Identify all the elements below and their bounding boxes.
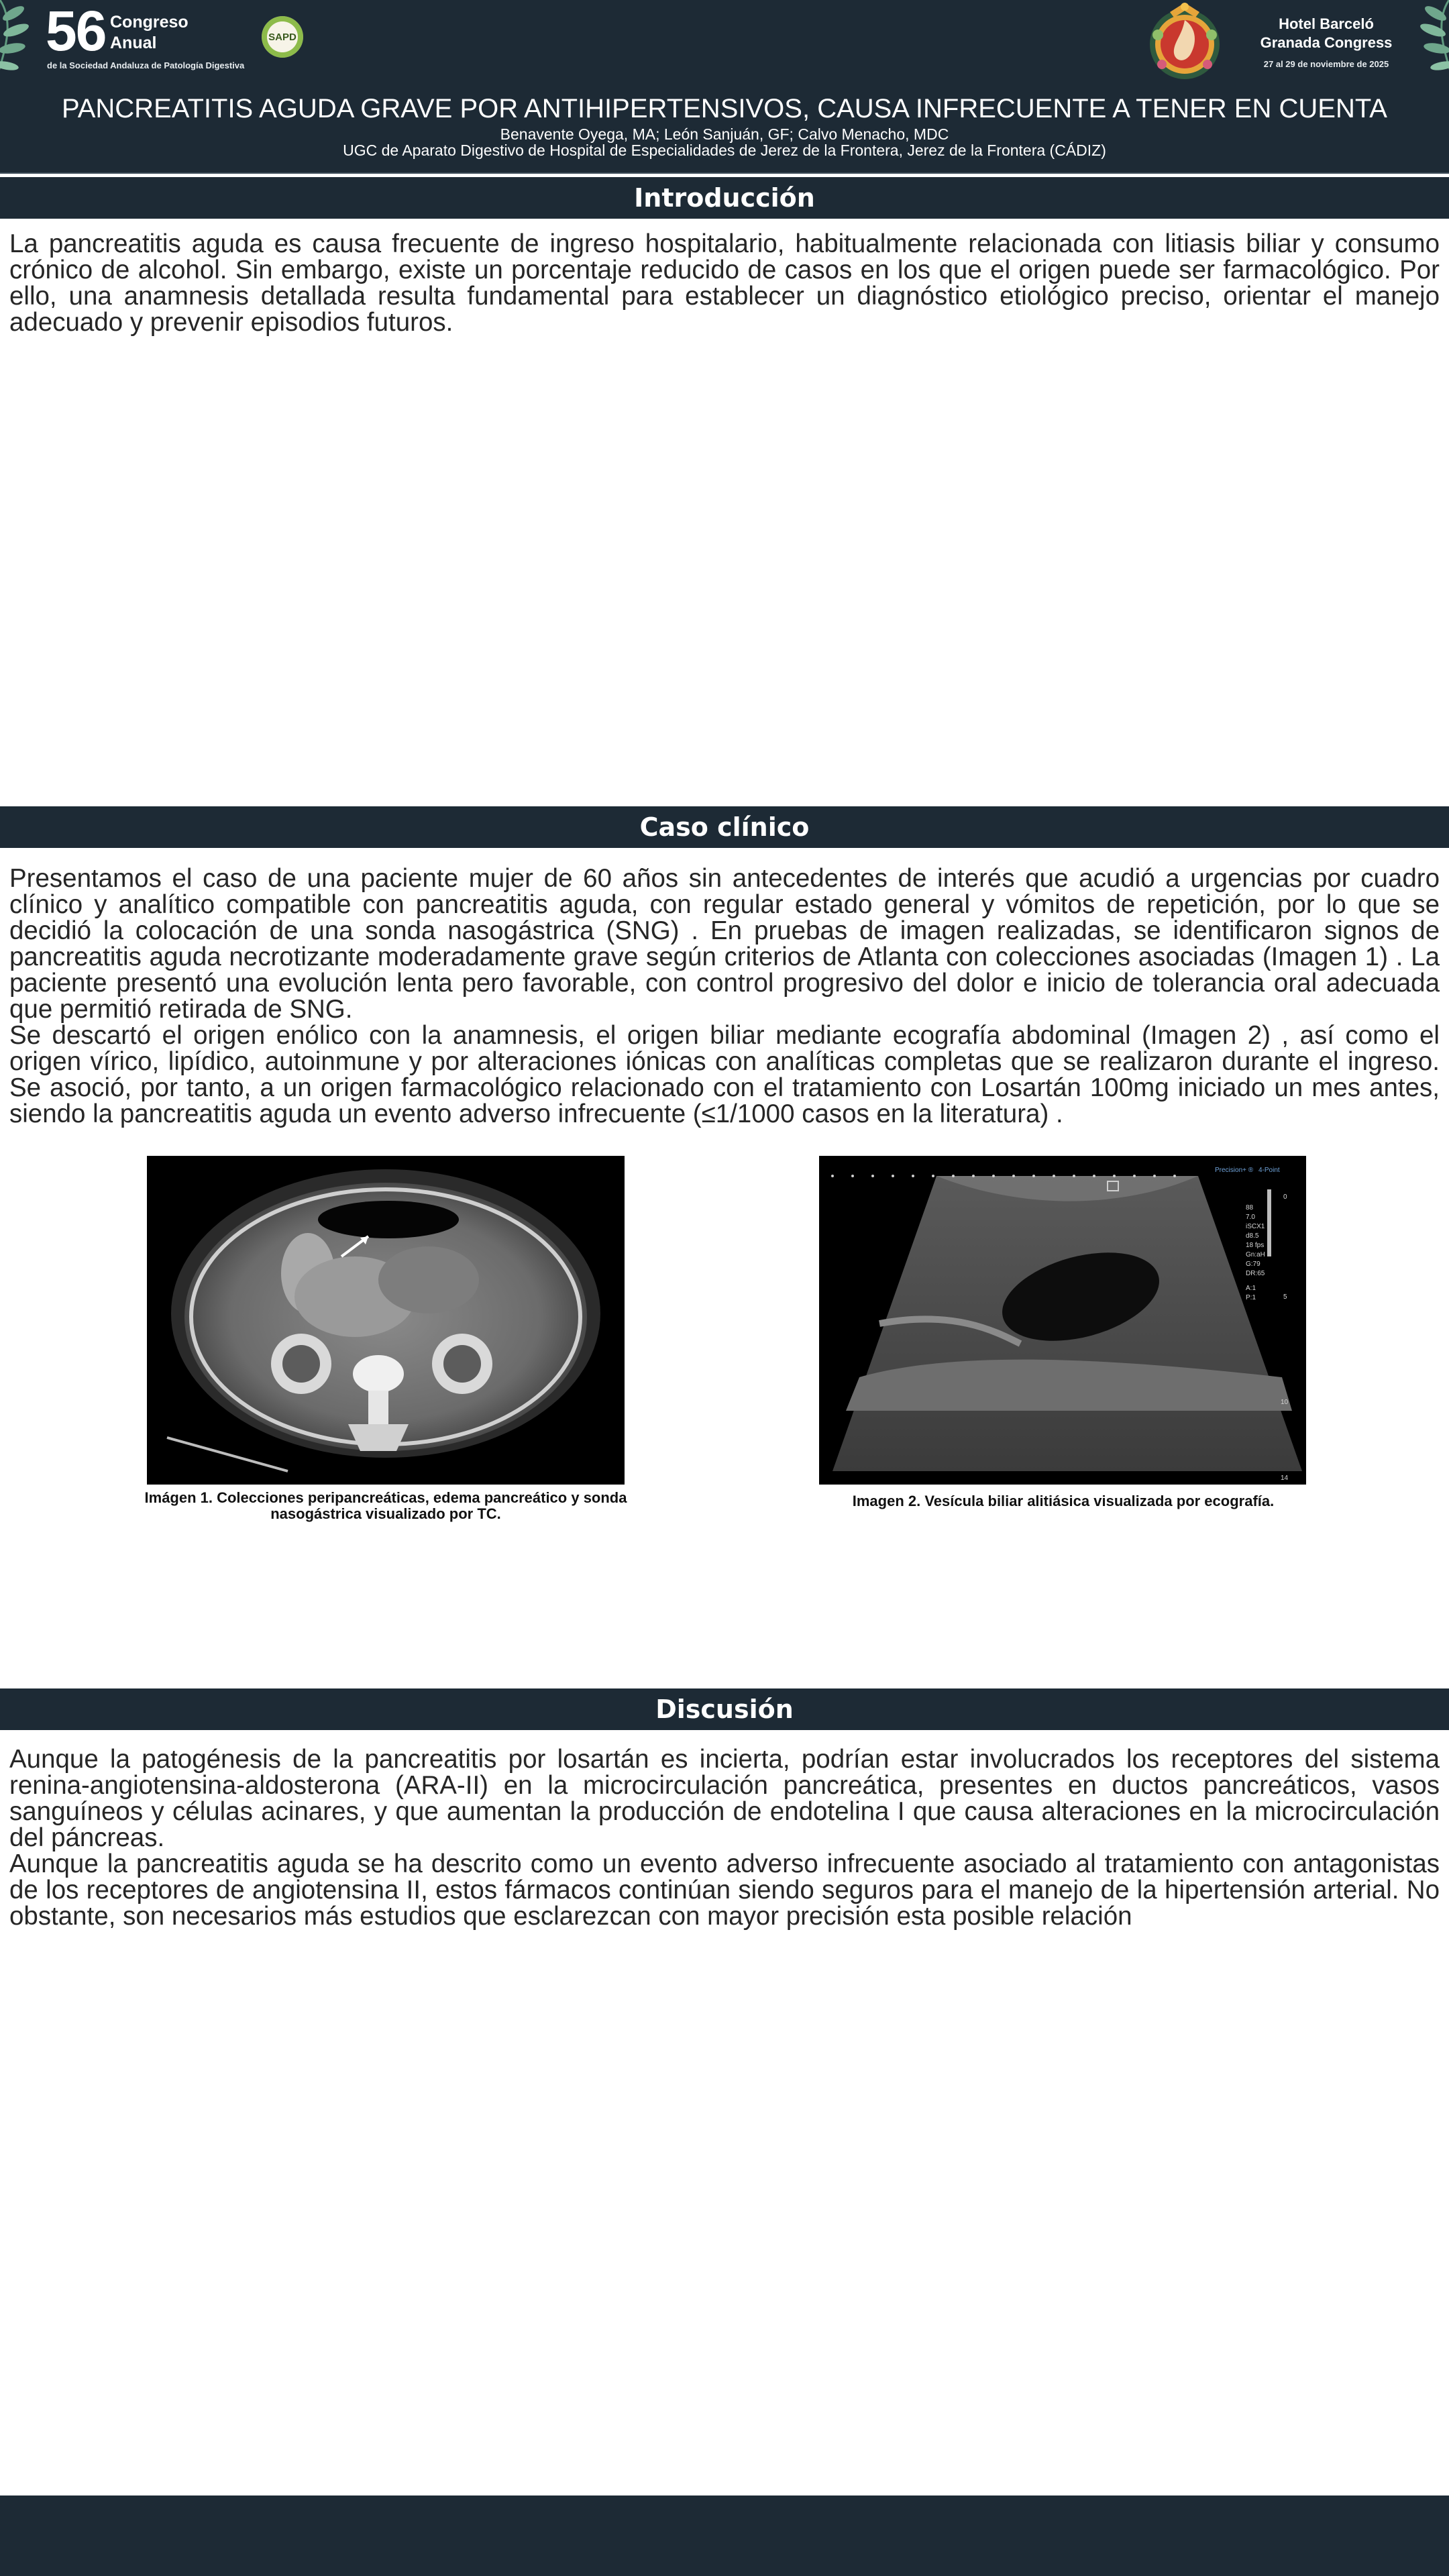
us-setting-2: 7.0 xyxy=(1246,1214,1255,1221)
ultrasound-drawing xyxy=(819,1156,1306,1485)
poster-footer xyxy=(0,2496,1449,2576)
venue-line-2: Granada Congress xyxy=(1260,34,1393,51)
us-setting-11: P:1 xyxy=(1246,1294,1256,1301)
figure-2-caption: Imagen 2. Vesícula biliar alitiásica visualizada por ecografía. xyxy=(852,1493,1275,1509)
poster-authors: Benavente Oyega, MA; León Sanjuán, GF; Calvo Menacho, MDC xyxy=(500,125,949,143)
congress-word-1: Congreso xyxy=(110,13,189,32)
section-heading-intro: Introducción xyxy=(0,177,1449,219)
discussion-body xyxy=(9,1746,1440,1929)
ct-scan-drawing xyxy=(147,1156,625,1485)
congress-logo xyxy=(46,0,297,70)
congress-words xyxy=(110,12,189,54)
us-setting-1: 88 xyxy=(1246,1204,1254,1212)
section-heading-case: Caso clínico xyxy=(0,806,1449,848)
case-body xyxy=(9,865,1440,1127)
leaf-ornament-right-icon xyxy=(1409,0,1449,80)
us-brand-label: Precision+ ® xyxy=(1215,1167,1254,1174)
poster-title: PANCREATITIS AGUDA GRAVE POR ANTIHIPERTENSIVOS, CAUSA INFRECUENTE A TENER EN CUENTA xyxy=(62,94,1387,123)
us-setting-10: A:1 xyxy=(1246,1285,1256,1292)
figure-1-caption: Imágen 1. Colecciones peripancreáticas, edema pancreático y sonda nasogástrica visualizado por TC. xyxy=(144,1489,627,1522)
discussion-paragraph-2: Aunque la pancreatitis aguda se ha descrito como un evento adverso infrecuente asociado al tratamiento con antagonistas de los receptores de angiotensina II, estos fármacos continúan siendo seguros para el manejo de la hipertensión arterial. No obstante, son necesarios más estudios que esclarezcan con mayor precisión esta posible relación xyxy=(9,1849,1440,1931)
congress-number: 56 xyxy=(46,0,106,62)
sapd-badge-text: SAPD xyxy=(268,31,297,43)
venue-line-1: Hotel Barceló xyxy=(1279,15,1374,32)
poster-affiliation: UGC de Aparato Digestivo de Hospital de Especialidades de Jerez de la Frontera, Jerez de la Frontera (CÁDIZ) xyxy=(343,142,1106,159)
us-setting-8: DR:65 xyxy=(1246,1270,1265,1277)
intro-paragraph: La pancreatitis aguda es causa frecuente de ingreso hospitalario, habitualmente relacionada con litiasis biliar y consumo crónico de alcohol. Sin embargo, existe un porcentaje reducido de casos en los que el origen puede ser farmacológico. Por ello, una anamnesis detallada resulta fundamental para establecer un diagnóstico etiológico preciso, orientar el manejo adecuado y prevenir episodios futuros. xyxy=(9,229,1440,337)
ct-scan-image xyxy=(147,1156,625,1485)
leaf-ornament-left-icon xyxy=(0,0,40,80)
congress-word-2: Anual xyxy=(110,34,157,52)
sapd-logo-icon xyxy=(262,16,303,58)
section-heading-discussion: Discusión xyxy=(0,1688,1449,1730)
case-paragraph-2: Se descartó el origen enólico con la anamnesis, el origen biliar mediante ecografía abdominal (Imagen 2) , así como el origen vírico, lipídico, autoinmune y por alteraciones iónicas con analíticas completas que se realizaron durante el ingreso. Se asoció, por tanto, a un origen farmacológico relacionado con el tratamiento con Losartán 100mg iniciado un mes antes, siendo la pancreatitis aguda un evento adverso infrecuente (≤1/1000 casos en la literatura) . xyxy=(9,1021,1440,1128)
us-mode-label: 4-Point xyxy=(1258,1167,1280,1174)
us-depth-5: 5 xyxy=(1283,1293,1287,1301)
us-depth-0: 0 xyxy=(1283,1193,1287,1201)
ultrasound-image xyxy=(819,1156,1306,1485)
discussion-paragraph-1: Aunque la patogénesis de la pancreatitis por losartán es incierta, podrían estar involucrados los receptores del sistema renina-angiotensina-aldosterona (ARA-II) en la microcirculación pancreática, presentes en ductos pancreáticos, vasos sanguíneos y células acinares, y que aumentan la producción de endotelina I que causa alteraciones en la microcirculación del páncreas. xyxy=(9,1745,1440,1852)
society-name: de la Sociedad Andaluza de Patología Digestiva xyxy=(47,60,245,70)
poster-header xyxy=(0,0,1449,172)
venue-info xyxy=(1249,15,1403,69)
granada-crest-icon xyxy=(1143,0,1226,83)
venue-dates: 27 al 29 de noviembre de 2025 xyxy=(1263,59,1389,69)
intro-body xyxy=(9,231,1440,335)
case-paragraph-1: Presentamos el caso de una paciente mujer de 60 años sin antecedentes de interés que acudió a urgencias por cuadro clínico y analítico compatible con pancreatitis aguda, con regular estado general y vómitos de repetición, por lo que se decidió la colocación de una sonda nasogástrica (SNG) . En pruebas de imagen realizadas, se identificaron signos de pancreatitis aguda necrotizante moderadamente grave según criterios de Atlanta con colecciones asociadas (Imagen 1) . La paciente presentó una evolución lenta pero favorable, con control progresivo del dolor e inicio de tolerancia oral adecuada que permitió retirada de SNG. xyxy=(9,864,1440,1024)
us-setting-5: 18 fps xyxy=(1246,1242,1265,1249)
us-setting-3: iSCX1 xyxy=(1246,1223,1265,1230)
us-depth-10: 10 xyxy=(1281,1399,1289,1406)
us-setting-6: Gn:aH xyxy=(1246,1251,1265,1258)
us-setting-7: G:79 xyxy=(1246,1260,1260,1268)
header-divider xyxy=(0,172,1449,174)
us-setting-4: d8.5 xyxy=(1246,1232,1259,1240)
us-depth-14: 14 xyxy=(1281,1474,1289,1482)
